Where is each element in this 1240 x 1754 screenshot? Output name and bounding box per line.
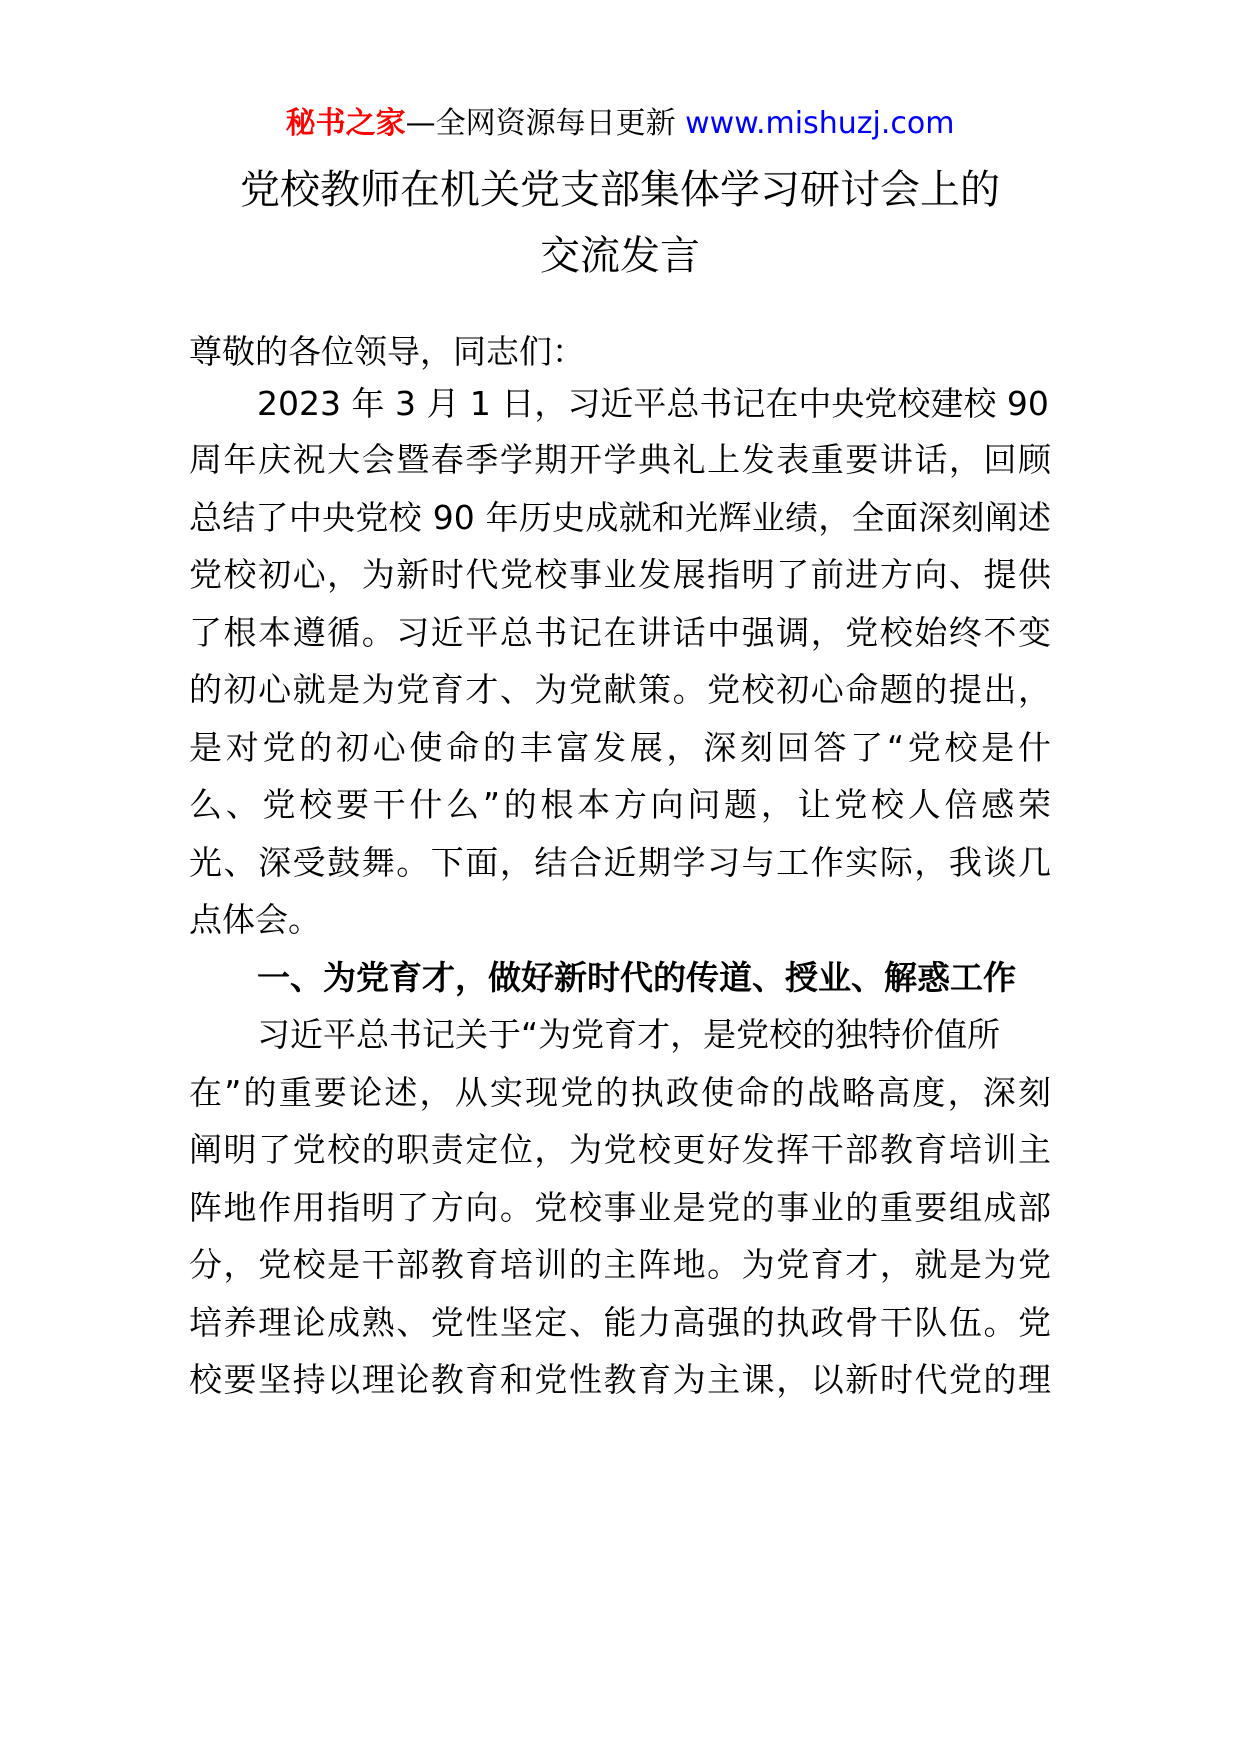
- paragraph-line: 了根本遵循。习近平总书记在讲话中强调，党校始终不变: [189, 613, 1051, 652]
- header-tagline: —全网资源每日更新: [405, 106, 686, 141]
- paragraph-line: 2023 年 3 月 1 日，习近平总书记在中央党校建校 90: [257, 384, 1049, 423]
- paragraph-line: 光、深受鼓舞。下面，结合近期学习与工作实际，我谈几: [189, 843, 1051, 882]
- salutation: 尊敬的各位领导，同志们：: [189, 332, 585, 371]
- section-heading: 一、为党育才，做好新时代的传道、授业、解惑工作: [257, 958, 1016, 997]
- paragraph-line: 校要坚持以理论教育和党性教育为主课，以新时代党的理: [189, 1360, 1051, 1399]
- site-header: [0, 102, 1240, 146]
- brand-name: 秘书之家: [285, 106, 406, 141]
- paragraph-line: 是对党的初心使命的丰富发展，深刻回答了“党校是什: [189, 728, 1051, 767]
- paragraph-line: 阐明了党校的职责定位，为党校更好发挥干部教育培训主: [189, 1130, 1051, 1169]
- paragraph-line: 总结了中央党校 90 年历史成就和光辉业绩，全面深刻阐述: [189, 498, 1051, 537]
- paragraph-line: 在”的重要论述，从实现党的执政使命的战略高度，深刻: [189, 1073, 1051, 1112]
- paragraph-line: 阵地作用指明了方向。党校事业是党的事业的重要组成部: [189, 1188, 1051, 1227]
- paragraph-line: 么、党校要干什么”的根本方向问题，让党校人倍感荣: [189, 785, 1051, 824]
- paragraph-line: 点体会。: [189, 900, 321, 939]
- site-url-link[interactable]: www.mishuzj.com: [685, 106, 955, 141]
- document-title-line-1: 党校教师在机关党支部集体学习研讨会上的: [240, 167, 1000, 213]
- document-title-line-2: 交流发言: [540, 233, 700, 279]
- paragraph-line: 分，党校是干部教育培训的主阵地。为党育才，就是为党: [189, 1245, 1051, 1284]
- paragraph-line: 习近平总书记关于“为党育才，是党校的独特价值所: [257, 1015, 1001, 1054]
- paragraph-line: 的初心就是为党育才、为党献策。党校初心命题的提出，: [189, 670, 1051, 709]
- paragraph-line: 培养理论成熟、党性坚定、能力高强的执政骨干队伍。党: [189, 1303, 1051, 1342]
- paragraph-line: 周年庆祝大会暨春季学期开学典礼上发表重要讲话，回顾: [189, 440, 1051, 479]
- paragraph-line: 党校初心，为新时代党校事业发展指明了前进方向、提供: [189, 555, 1051, 594]
